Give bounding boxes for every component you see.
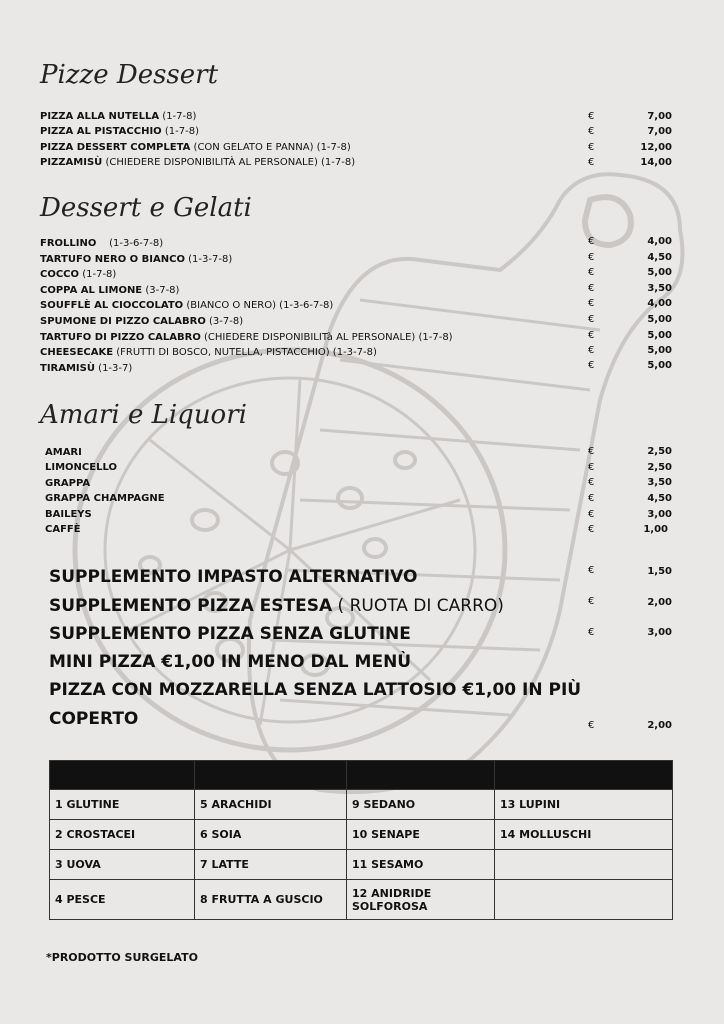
menu-item-price: 5,00 [647,267,672,278]
menu-item-price: 7,00 [647,126,672,137]
table-row [50,880,673,920]
menu-item-name: COCCO (1-7-8) [40,269,117,280]
allergen-cell: 9 SEDANO [347,790,495,820]
currency-symbol: € [588,283,595,294]
table-header-cell [495,761,673,790]
allergen-cell: 12 ANIDRIDE SOLFOROSA [347,880,495,920]
currency-symbol: € [588,493,595,504]
supplement-price: 2,00 [647,597,672,608]
currency-symbol: € [588,720,595,731]
menu-item-name: PIZZA DESSERT COMPLETA (CON GELATO E PANNA) (1-7-8) [40,142,351,153]
menu-item-name: CHEESECAKE (FRUTTI DI BOSCO, NUTELLA, PISTACCHIO) (1-3-7-8) [40,347,377,358]
menu-item-name: TARTUFO NERO O BIANCO (1-3-7-8) [40,254,233,265]
currency-symbol: € [588,345,595,356]
table-header-cell [195,761,347,790]
currency-symbol: € [588,236,595,247]
section-title-dessert-gelati: Dessert e Gelati [40,193,252,223]
currency-symbol: € [588,142,595,153]
table-row [50,850,673,880]
menu-item-price: 4,50 [647,493,672,504]
currency-symbol: € [588,509,595,520]
allergen-header-row [50,761,673,790]
allergen-cell: 11 SESAMO [347,850,495,880]
currency-symbol: € [588,298,595,309]
supplement-line: MINI PIZZA €1,00 IN MENO DAL MENÙ [49,652,412,672]
menu-item-name: PIZZA AL PISTACCHIO (1-7-8) [40,126,199,137]
supplement-line: SUPPLEMENTO PIZZA SENZA GLUTINE [49,624,411,644]
supplement-line: COPERTO [49,709,139,729]
menu-item-name: AMARI [45,447,82,458]
allergen-cell [495,850,673,880]
currency-symbol: € [588,446,595,457]
menu-item-price: 2,50 [647,446,672,457]
menu-item-name: SOUFFLÈ AL CIOCCOLATO (BIANCO O NERO) (1-3-6-7-8) [40,300,334,311]
currency-symbol: € [588,596,595,607]
menu-item-name: PIZZAMISÙ (CHIEDERE DISPONIBILITÀ AL PERSONALE) (1-7-8) [40,157,356,168]
currency-symbol: € [588,627,595,638]
menu-item-name: GRAPPA [45,478,91,489]
allergen-cell: 1 GLUTINE [50,790,195,820]
menu-item-name: TIRAMISÙ (1-3-7) [40,363,133,374]
supplement-price: 3,00 [647,627,672,638]
menu-item-price: 4,00 [647,236,672,247]
supplement-price: 1,50 [647,566,672,577]
menu-item-name: GRAPPA CHAMPAGNE [45,493,165,504]
currency-symbol: € [588,126,595,137]
menu-item-name: BAILEYS [45,509,92,520]
allergen-cell: 5 ARACHIDI [195,790,347,820]
currency-symbol: € [588,462,595,473]
section-title-pizze-dessert: Pizze Dessert [40,60,219,90]
menu-item-price: 1,00 [643,524,668,535]
currency-symbol: € [588,330,595,341]
menu-item-price: 3,50 [647,477,672,488]
menu-item-price: 5,00 [647,330,672,341]
currency-symbol: € [588,314,595,325]
table-row [50,790,673,820]
allergen-cell: 7 LATTE [195,850,347,880]
menu-item-name: PIZZA ALLA NUTELLA (1-7-8) [40,111,197,122]
menu-item-price: 7,00 [647,111,672,122]
menu-item-price: 3,00 [647,509,672,520]
table-row [50,820,673,850]
menu-item-name: LIMONCELLO [45,462,117,473]
currency-symbol: € [588,267,595,278]
currency-symbol: € [588,157,595,168]
allergen-cell: 14 MOLLUSCHI [495,820,673,850]
table-header-cell [50,761,195,790]
allergen-cell: 4 PESCE [50,880,195,920]
supplement-line: SUPPLEMENTO PIZZA ESTESA ( RUOTA DI CARRO) [49,596,504,616]
menu-item-name: SPUMONE DI PIZZO CALABRO (3-7-8) [40,316,244,327]
currency-symbol: € [588,252,595,263]
supplement-price: 2,00 [647,720,672,731]
supplement-line: PIZZA CON MOZZARELLA SENZA LATTOSIO €1,00 IN PIÙ [49,680,582,700]
allergen-cell: 13 LUPINI [495,790,673,820]
menu-item-name: FROLLINO (1-3-6-7-8) [40,238,164,249]
allergen-cell [495,880,673,920]
allergen-table [49,760,673,920]
menu-item-price: 5,00 [647,360,672,371]
allergen-cell: 8 FRUTTA A GUSCIO [195,880,347,920]
menu-item-price: 4,50 [647,252,672,263]
allergen-cell: 2 CROSTACEI [50,820,195,850]
currency-symbol: € [588,565,595,576]
allergen-cell: 6 SOIA [195,820,347,850]
currency-symbol: € [588,360,595,371]
menu-item-price: 5,00 [647,345,672,356]
menu-item-price: 12,00 [640,142,672,153]
table-header-cell [347,761,495,790]
menu-item-price: 5,00 [647,314,672,325]
supplement-line: SUPPLEMENTO IMPASTO ALTERNATIVO [49,567,418,587]
menu-item-name: TARTUFO DI PIZZO CALABRO (CHIEDERE DISPONIBILITà AL PERSONALE) (1-7-8) [40,332,453,343]
allergen-cell: 10 SENAPE [347,820,495,850]
currency-symbol: € [588,111,595,122]
currency-symbol: € [588,524,595,535]
menu-item-name: COPPA AL LIMONE (3-7-8) [40,285,180,296]
allergen-cell: 3 UOVA [50,850,195,880]
menu-item-price: 3,50 [647,283,672,294]
menu-item-price: 2,50 [647,462,672,473]
section-title-amari-liquori: Amari e Liquori [40,400,247,430]
frozen-product-footnote: *PRODOTTO SURGELATO [46,951,198,964]
menu-item-price: 14,00 [640,157,672,168]
currency-symbol: € [588,477,595,488]
menu-item-name: CAFFÈ [45,524,81,535]
menu-item-price: 4,00 [647,298,672,309]
